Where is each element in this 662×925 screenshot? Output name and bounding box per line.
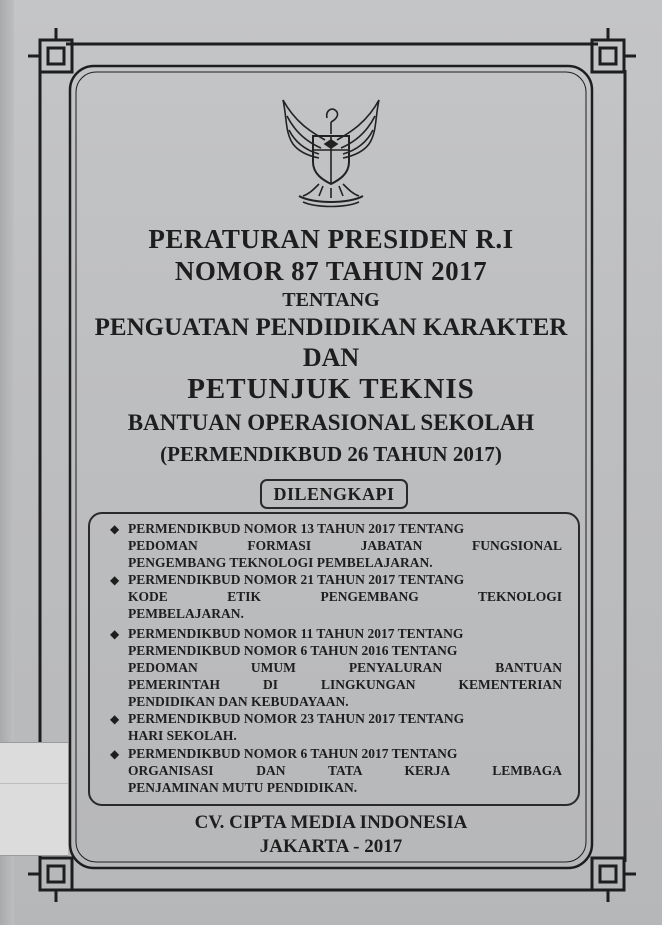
- list-item: [112, 745, 562, 796]
- title-line-8: (PERMENDIKBUD 26 TAHUN 2017): [160, 442, 502, 466]
- list-item-line: PENDIDIKAN DAN KEBUDAYAAN.: [128, 694, 349, 709]
- diamond-bullet-icon: ◆: [110, 712, 120, 726]
- list-item-line: PERMENDIKBUD NOMOR 6 TAHUN 2016 TENTANG: [128, 643, 458, 658]
- dilengkapi-badge: DILENGKAPI: [260, 479, 408, 509]
- list-item-line: PERMENDIKBUD NOMOR 21 TAHUN 2017 TENTANG: [128, 572, 465, 587]
- title-line-1: PERATURAN PRESIDEN R.I: [148, 224, 514, 254]
- library-label-sticker: [0, 742, 68, 856]
- list-item: [112, 710, 562, 744]
- list-item-line: PEDOMAN UMUM PENYALURAN BANTUAN: [128, 660, 562, 675]
- title-line-5: DAN: [302, 343, 360, 372]
- corner-ornament-tl: [28, 28, 72, 72]
- list-item-line: PERMENDIKBUD NOMOR 11 TAHUN 2017 TENTANG: [128, 626, 464, 641]
- list-item-line: PEMERINTAH DI LINGKUNGAN KEMENTERIAN: [128, 677, 562, 692]
- title-line-2: NOMOR 87 TAHUN 2017: [174, 256, 488, 286]
- diamond-bullet-icon: ◆: [110, 573, 120, 587]
- list-item-line: PENGEMBANG TEKNOLOGI PEMBELAJARAN.: [128, 555, 433, 570]
- list-item-line: PERMENDIKBUD NOMOR 13 TAHUN 2017 TENTANG: [128, 521, 465, 536]
- list-item: [112, 625, 562, 710]
- corner-ornament-tr: [592, 28, 636, 72]
- list-item-line: ORGANISASI DAN TATA KERJA LEMBAGA: [128, 763, 562, 778]
- list-item: [112, 520, 562, 571]
- list-item: [112, 571, 562, 622]
- list-item-line: KODE ETIK PENGEMBANG TEKNOLOGI: [128, 589, 562, 604]
- title-line-6: PETUNJUK TEKNIS: [187, 373, 475, 405]
- list-item-line: PENJAMINAN MUTU PENDIDIKAN.: [128, 780, 358, 795]
- list-item-line: PEDOMAN FORMASI JABATAN FUNGSIONAL: [128, 538, 562, 553]
- publisher-city-year: JAKARTA - 2017: [259, 836, 403, 857]
- publisher-name: CV. CIPTA MEDIA INDONESIA: [194, 812, 468, 833]
- garuda-emblem-icon: [273, 92, 389, 210]
- list-item-line: PEMBELAJARAN.: [128, 606, 244, 621]
- diamond-bullet-icon: ◆: [110, 522, 120, 536]
- title-line-7: BANTUAN OPERASIONAL SEKOLAH: [127, 410, 535, 435]
- diamond-bullet-icon: ◆: [110, 747, 120, 761]
- list-item-line: PERMENDIKBUD NOMOR 23 TAHUN 2017 TENTANG: [128, 711, 465, 726]
- list-item-line: HARI SEKOLAH.: [128, 728, 237, 743]
- corner-ornament-bl: [28, 858, 72, 902]
- title-line-4: PENGUATAN PENDIDIKAN KARAKTER: [94, 314, 568, 341]
- diamond-bullet-icon: ◆: [110, 627, 120, 641]
- list-item-line: PERMENDIKBUD NOMOR 6 TAHUN 2017 TENTANG: [128, 746, 458, 761]
- corner-ornament-br: [592, 858, 636, 902]
- title-line-3: TENTANG: [282, 289, 380, 311]
